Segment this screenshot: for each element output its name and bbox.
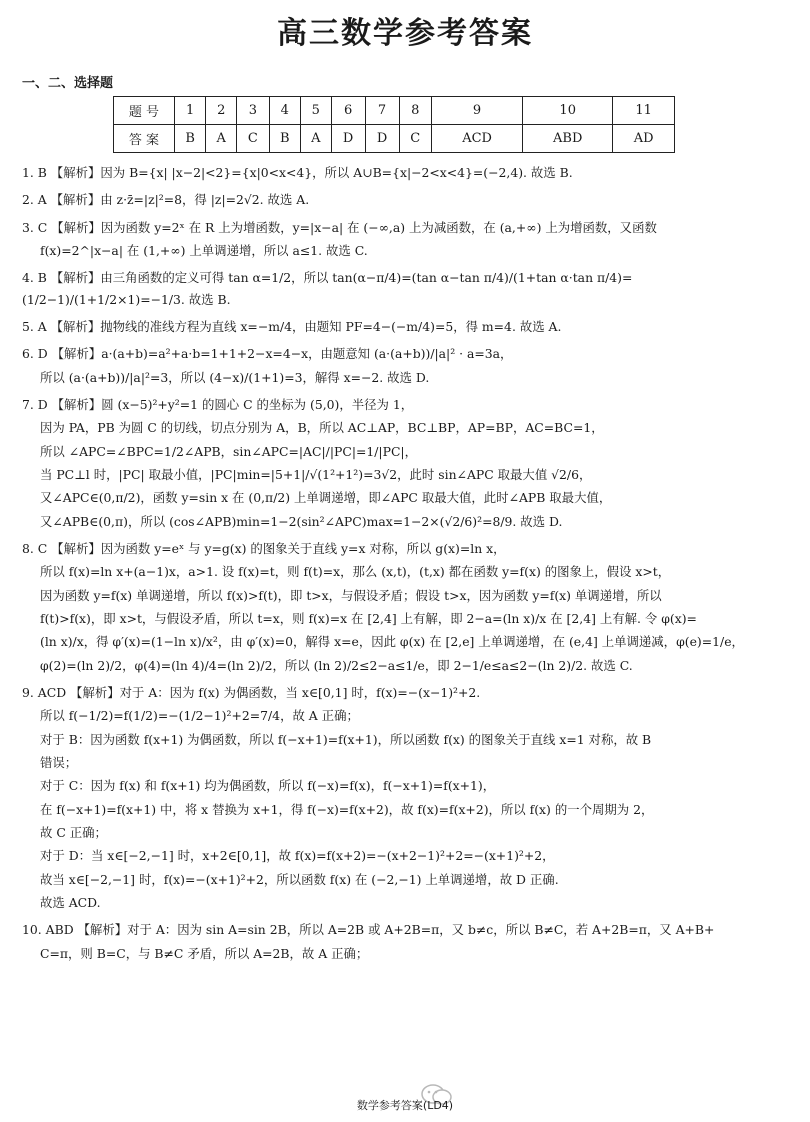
- solution-8-cont: 所以 f(x)=ln x+(a−1)x，a>1. 设 f(x)=t，则 f(t)=x，那么 (x,t)，(t,x) 都在函数 y=f(x) 的图象上，假设 x>t，: [40, 564, 671, 580]
- solution-10-cont: C=π，则 B=C，与 B≠C 矛盾，所以 A=2B，故 A 正确；: [40, 945, 369, 961]
- table-cell: D: [365, 125, 399, 153]
- section-title: 一、二、选择题: [22, 76, 114, 91]
- table-cell: ABD: [523, 125, 613, 153]
- solution-8-cont: φ(2)=(ln 2)/2，φ(4)=(ln 4)/4=(ln 2)/2，所以 (ln 2)/2≤2−a≤1/e，即 2−1/e≤a≤2−(ln 2)/2. 故选 C.: [40, 657, 633, 673]
- solution-8: 8. C 【解析】因为函数 y=eˣ 与 y=g(x) 的图象关于直线 y=x 对称，所以 g(x)=ln x，: [22, 540, 506, 556]
- answer-table: [113, 96, 675, 153]
- table-cell: 9: [431, 97, 522, 125]
- table-cell: AD: [613, 125, 675, 153]
- table-cell: 6: [331, 97, 365, 125]
- solution-9-cont: 所以 f(−1/2)=f(1/2)=−(1/2−1)²+2=7/4，故 A 正确；: [40, 708, 359, 724]
- table-cell: 8: [399, 97, 431, 125]
- table-cell: B: [175, 125, 206, 153]
- solution-9-cont: 故 C 正确；: [40, 824, 107, 840]
- table-cell: 5: [300, 97, 331, 125]
- solution-7-cont: 又∠APB∈(0,π)，所以 (cos∠APB)min=1−2(sin²∠APC)max=1−2×(√2/6)²=8/9. 故选 D.: [40, 513, 563, 529]
- solution-9-cont: 错误；: [40, 754, 78, 770]
- table-cell: A: [300, 125, 331, 153]
- table-cell: 7: [365, 97, 399, 125]
- table-cell: 2: [206, 97, 237, 125]
- table-header-number: 题 号: [114, 97, 175, 125]
- table-cell: 3: [237, 97, 269, 125]
- solution-8-cont: 因为函数 y=f(x) 单调递增，所以 f(x)>f(t)，即 t>x，与假设矛盾；假设 t>x，因为函数 y=f(x) 单调递增，所以: [40, 587, 662, 603]
- solution-5: 5. A 【解析】抛物线的准线方程为直线 x=−m/4，由题知 PF=4−(−m/4)=5，得 m=4. 故选 A.: [22, 318, 562, 334]
- table-row-answers: [114, 125, 675, 153]
- solution-10: 10. ABD 【解析】对于 A：因为 sin A=sin 2B，所以 A=2B 或 A+2B=π，又 b≠c，所以 B≠C，若 A+2B=π，又 A+B+: [22, 922, 715, 938]
- solution-3-cont: f(x)=2^|x−a| 在 (1,+∞) 上单调递增，所以 a≤1. 故选 C.: [40, 242, 368, 258]
- solution-2: 2. A 【解析】由 z·z̄=|z|²=8，得 |z|=2√2. 故选 A.: [22, 192, 310, 208]
- solution-9-cont: 故当 x∈[−2,−1] 时，f(x)=−(x+1)²+2，所以函数 f(x) 在 (−2,−1) 上单调递增，故 D 正确.: [40, 871, 559, 887]
- table-cell: C: [237, 125, 269, 153]
- solution-4: 4. B 【解析】由三角函数的定义可得 tan α=1/2，所以 tan(α−π/4)=(tan α−tan π/4)/(1+tan α·tan π/4)=(1/2−1)/(1+1/2×1)=−1/3. 故选 B.: [22, 270, 633, 307]
- solution-body: [22, 156, 792, 964]
- solution-9-cont: 在 f(−x+1)=f(x+1) 中，将 x 替换为 x+1，得 f(−x)=f(x+2)，故 f(x)=f(x+2)，所以 f(x) 的一个周期为 2，: [40, 801, 654, 817]
- solution-9-cont: 对于 D：当 x∈[−2,−1] 时，x+2∈[0,1]，故 f(x)=f(x+2)=−(x+2−1)²+2=−(x+1)²+2，: [40, 848, 555, 864]
- solution-9-cont: 对于 C：因为 f(x) 和 f(x+1) 均为偶函数，所以 f(−x)=f(x)，f(−x+1)=f(x+1)，: [40, 778, 496, 794]
- table-cell: 10: [523, 97, 613, 125]
- solution-7-cont: 当 PC⊥l 时，|PC| 取最小值，|PC|min=|5+1|/√(1²+1²)=3√2，此时 sin∠APC 取最大值 √2/6，: [40, 466, 592, 482]
- solution-6-cont: 所以 (a·(a+b))/|a|²=3，所以 (4−x)/(1+1)=3，解得 x=−2. 故选 D.: [40, 369, 430, 385]
- solution-7: 7. D 【解析】圆 (x−5)²+y²=1 的圆心 C 的坐标为 (5,0)，半径为 1，: [22, 396, 414, 412]
- table-row-numbers: [114, 97, 675, 125]
- page-footer: 数学参考答案(LD4): [356, 1099, 454, 1112]
- solution-9: 9. ACD 【解析】对于 A：因为 f(x) 为偶函数，当 x∈[0,1] 时，f(x)=−(x−1)²+2.: [22, 684, 481, 700]
- table-cell: C: [399, 125, 431, 153]
- solution-3: 3. C 【解析】因为函数 y=2ˣ 在 R 上为增函数，y=|x−a| 在 (−∞,a) 上为减函数，在 (a,+∞) 上为增函数，又函数: [22, 219, 657, 235]
- table-cell: 1: [175, 97, 206, 125]
- solution-8-cont: (ln x)/x，得 φ′(x)=(1−ln x)/x²，由 φ′(x)=0，解得 x=e，因此 φ(x) 在 [2,e] 上单调递增，在 (e,4] 上单调递减，φ(e)=1/e，: [40, 634, 744, 650]
- solution-7-cont: 又∠APC∈(0,π/2)，函数 y=sin x 在 (0,π/2) 上单调递增，即∠APC 取最大值，此时∠APB 取最大值，: [40, 490, 612, 506]
- solution-6: 6. D 【解析】a·(a+b)=a²+a·b=1+1+2−x=4−x，由题意知 (a·(a+b))/|a|² · a=3a，: [22, 346, 513, 362]
- page-title: 高三数学参考答案: [277, 16, 533, 51]
- table-cell: 4: [269, 97, 300, 125]
- table-header-answer: 答 案: [114, 125, 175, 153]
- table-cell: ACD: [431, 125, 522, 153]
- table-cell: D: [331, 125, 365, 153]
- table-cell: 11: [613, 97, 675, 125]
- solution-8-cont: f(t)>f(x)，即 x>t，与假设矛盾，所以 t=x，则 f(x)=x 在 [2,4] 上有解，即 2−a=(ln x)/x 在 [2,4] 上有解. 令 φ(x)=: [40, 610, 697, 626]
- solution-7-cont: 因为 PA，PB 为圆 C 的切线，切点分别为 A，B，所以 AC⊥AP，BC⊥BP，AP=BP，AC=BC=1，: [40, 420, 604, 436]
- table-cell: B: [269, 125, 300, 153]
- solution-1: 1. B 【解析】因为 B={x| |x−2|<2}={x|0<x<4}，所以 A∪B={x|−2<x<4}=(−2,4). 故选 B.: [22, 165, 573, 180]
- solution-9-cont: 对于 B：因为函数 f(x+1) 为偶函数，所以 f(−x+1)=f(x+1)，所以函数 f(x) 的图象关于直线 x=1 对称，故 B: [40, 731, 652, 747]
- solution-9-cont: 故选 ACD.: [40, 894, 101, 910]
- table-cell: A: [206, 125, 237, 153]
- solution-7-cont: 所以 ∠APC=∠BPC=1/2∠APB，sin∠APC=|AC|/|PC|=1/|PC|，: [40, 443, 417, 459]
